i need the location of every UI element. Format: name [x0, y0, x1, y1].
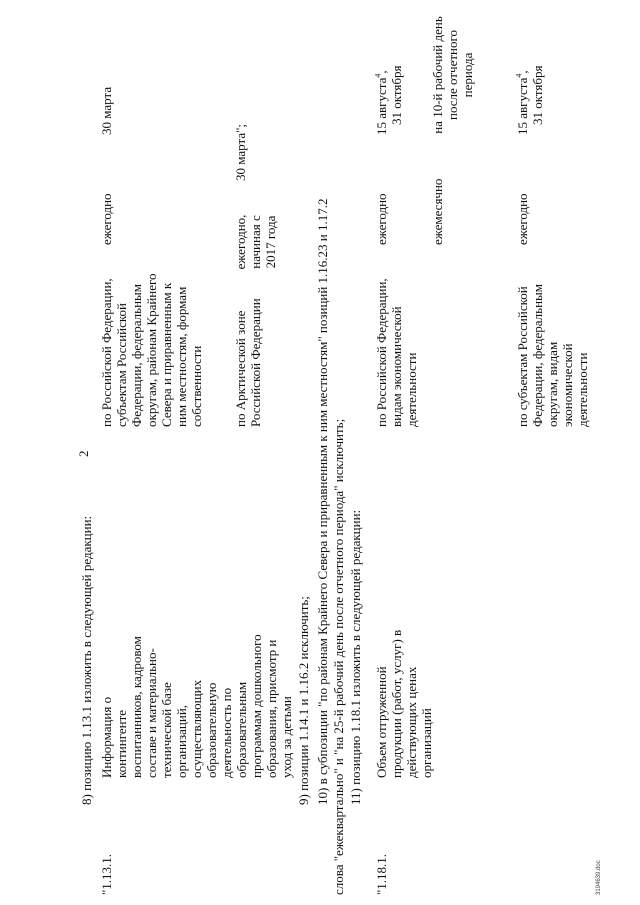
row-period-1-18-1-a2: ежемесячно [430, 178, 445, 245]
row-date-1-18-1-a [374, 66, 404, 135]
row-period-1-13-1-a: ежегодно [99, 193, 114, 245]
row-level-1-13-1-a: по Российской Федерации, субъектам Российской Федерации, федеральным округам, районам Крайнего Севера и приравненным к ним местностям, формам собственности [99, 273, 204, 427]
row-date-1-18-1-b [515, 66, 545, 135]
row-date-1-18-1-a2: на 10-й рабочий день после отчетного периода [430, 16, 475, 134]
row-date-1-18-1-a-text: 15 августа [374, 77, 389, 135]
row-period-1-13-1-b: ежегодно, начиная с 2017 года [233, 214, 278, 270]
document-id: 3194639.doc [596, 860, 602, 895]
row-level-1-18-1-a: по Российской Федерации, видам экономической деятельности [374, 278, 419, 427]
row-date-1-18-1-b-text: 15 августа [515, 77, 530, 135]
row-name-1-13-1: Информация о контингенте воспитанников, кадровом составе и материально-технической базе организаций, осуществляющих образовательную деятельность по образовательным программам дошкольного образования, присмотр и уход за детьми [99, 634, 294, 778]
row-date-1-13-1-a: 30 марта [99, 86, 114, 135]
row-period-1-18-1-b: ежегодно [515, 193, 530, 245]
row-date-1-18-1-b-line2: 31 октября [530, 65, 545, 125]
row-date-1-18-1-a-comma: , [374, 70, 389, 74]
paragraph-item-11: 11) позицию 1.18.1 изложить в следующей редакции: [348, 509, 363, 805]
paragraph-item-10-line-1: 10) в субпозиции "по районам Крайнего Севера и приравненным к ним местностям" позиций 1.16.23 и 1.17.2 [315, 198, 330, 805]
row-code-1-13-1: "1.13.1. [99, 853, 114, 895]
row-level-1-13-1-b: по Арктической зоне Российской Федерации [233, 298, 263, 427]
row-date-1-18-1-b-comma: , [515, 70, 530, 74]
paragraph-item-9: 9) позиции 1.14.1 и 1.16.2 исключить; [296, 596, 311, 805]
page-number: 2 [76, 450, 91, 457]
row-date-1-18-1-a-line2: 31 октября [389, 65, 404, 125]
row-date-1-13-1-b: 30 марта"; [233, 123, 248, 181]
paragraph-item-8: 8) позицию 1.13.1 изложить в следующей редакции: [79, 515, 94, 805]
paragraph-item-10-line-2: слова "ежеквартально" и "на 25-й рабочий день после отчетного периода" исключить; [331, 418, 346, 895]
row-period-1-18-1-a: ежегодно [374, 193, 389, 245]
footnote-marker: 4 [514, 73, 524, 78]
row-code-1-18-1: "1.18.1. [374, 853, 389, 895]
row-name-1-18-1: Объем отгруженной продукции (работ, услуг) в действующих ценах организаций [374, 629, 434, 778]
footnote-marker: 4 [373, 73, 383, 78]
row-level-1-18-1-b: по субъектам Российской Федерации, федеральным округам, видам экономической деятельности [515, 283, 590, 427]
